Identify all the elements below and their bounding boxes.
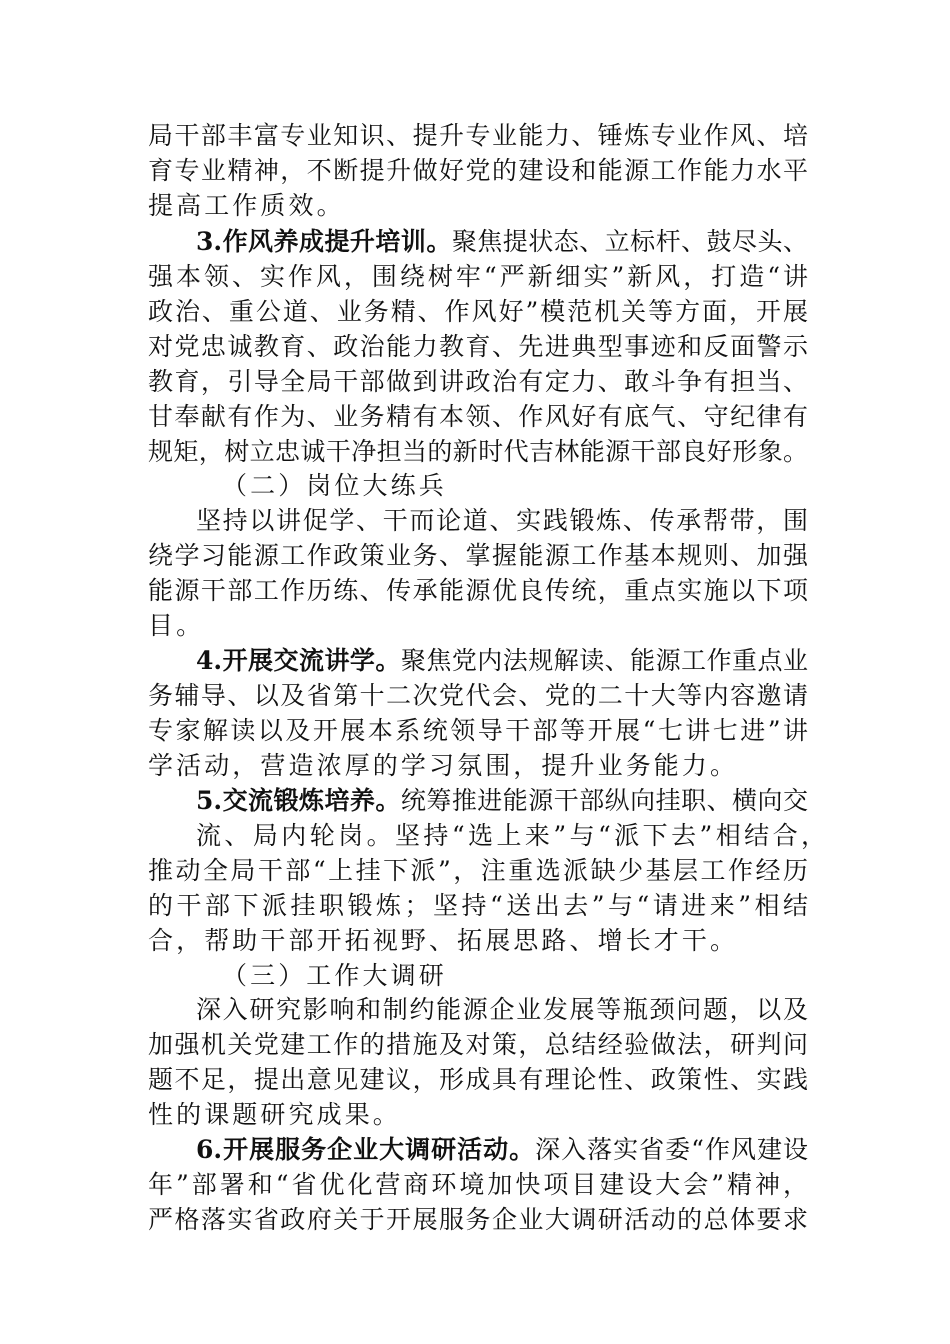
body-line: 甘奉献有作为、业务精有本领、作风好有底气、守纪律有 bbox=[148, 402, 808, 431]
body-line: 能源干部工作历练、传承能源优良传统，重点实施以下项 bbox=[148, 576, 808, 605]
body-line: 流、局内轮岗。坚持“选上来”与“派下去”相结合， bbox=[196, 821, 826, 850]
body-line: 严格落实省政府关于开展服务企业大调研活动的总体要求 bbox=[148, 1205, 808, 1234]
item-4-heading: 4.开展交流讲学。 bbox=[196, 646, 401, 675]
item-4-text: 聚焦党内法规解读、能源工作重点业 bbox=[400, 646, 808, 675]
item-3-line bbox=[196, 223, 808, 261]
body-line: 推动全局干部“上挂下派”，注重选派缺少基层工作经历 bbox=[148, 856, 808, 885]
body-line: 局干部丰富专业知识、提升专业能力、锤炼专业作风、培 bbox=[148, 121, 808, 150]
item-5-heading: 5.交流锻炼培养。 bbox=[196, 786, 401, 815]
body-line: 规矩，树立忠诚干净担当的新时代吉林能源干部良好形象。 bbox=[148, 437, 808, 466]
item-5-text: 统筹推进能源干部纵向挂职、横向交 bbox=[400, 786, 808, 815]
body-line: 加强机关党建工作的措施及对策，总结经验做法，研判问 bbox=[148, 1030, 808, 1059]
item-6-heading: 6.开展服务企业大调研活动。 bbox=[196, 1135, 536, 1164]
body-line: 育专业精神，不断提升做好党的建设和能源工作能力水平 bbox=[148, 156, 808, 185]
item-5-line bbox=[196, 782, 808, 820]
body-line: 的干部下派挂职锻炼；坚持“送出去”与“请进来”相结 bbox=[148, 891, 808, 920]
body-line: 提高工作质效。 bbox=[148, 191, 345, 220]
body-line: 坚持以讲促学、干而论道、实践锻炼、传承帮带，围 bbox=[196, 506, 808, 535]
body-line: 深入研究影响和制约能源企业发展等瓶颈问题，以及 bbox=[196, 995, 808, 1024]
item-6-line bbox=[196, 1131, 808, 1169]
body-line: 对党忠诚教育、政治能力教育、先进典型事迹和反面警示 bbox=[148, 332, 808, 361]
section-heading-3: （三）工作大调研 bbox=[222, 961, 447, 990]
body-line: 务辅导、以及省第十二次党代会、党的二十大等内容邀请 bbox=[148, 681, 808, 710]
body-line: 教育，引导全局干部做到讲政治有定力、敢斗争有担当、 bbox=[148, 367, 808, 396]
item-3-text: 聚焦提状态、立标杆、鼓尽头、 bbox=[451, 227, 808, 256]
item-4-line bbox=[196, 642, 808, 680]
body-line: 合，帮助干部开拓视野、拓展思路、增长才干。 bbox=[148, 926, 739, 955]
body-line: 绕学习能源工作政策业务、掌握能源工作基本规则、加强 bbox=[148, 541, 808, 570]
body-line: 题不足，提出意见建议，形成具有理论性、政策性、实践 bbox=[148, 1065, 808, 1094]
item-3-heading: 3.作风养成提升培训。 bbox=[196, 227, 452, 256]
item-6-text: 深入落实省委“作风建设 bbox=[535, 1135, 808, 1164]
body-line: 学活动，营造浓厚的学习氛围，提升业务能力。 bbox=[148, 751, 739, 780]
body-line: 专家解读以及开展本系统领导干部等开展“七讲七进”讲 bbox=[148, 716, 808, 745]
body-line: 政治、重公道、业务精、作风好”模范机关等方面，开展 bbox=[148, 297, 808, 326]
body-line: 年”部署和“省优化营商环境加快项目建设大会”精神， bbox=[148, 1170, 808, 1199]
body-line: 目。 bbox=[148, 611, 205, 640]
body-line: 强本领、实作风，围绕树牢“严新细实”新风，打造“讲 bbox=[148, 262, 808, 291]
section-heading-2: （二）岗位大练兵 bbox=[222, 471, 447, 500]
body-line: 性的课题研究成果。 bbox=[148, 1100, 401, 1129]
